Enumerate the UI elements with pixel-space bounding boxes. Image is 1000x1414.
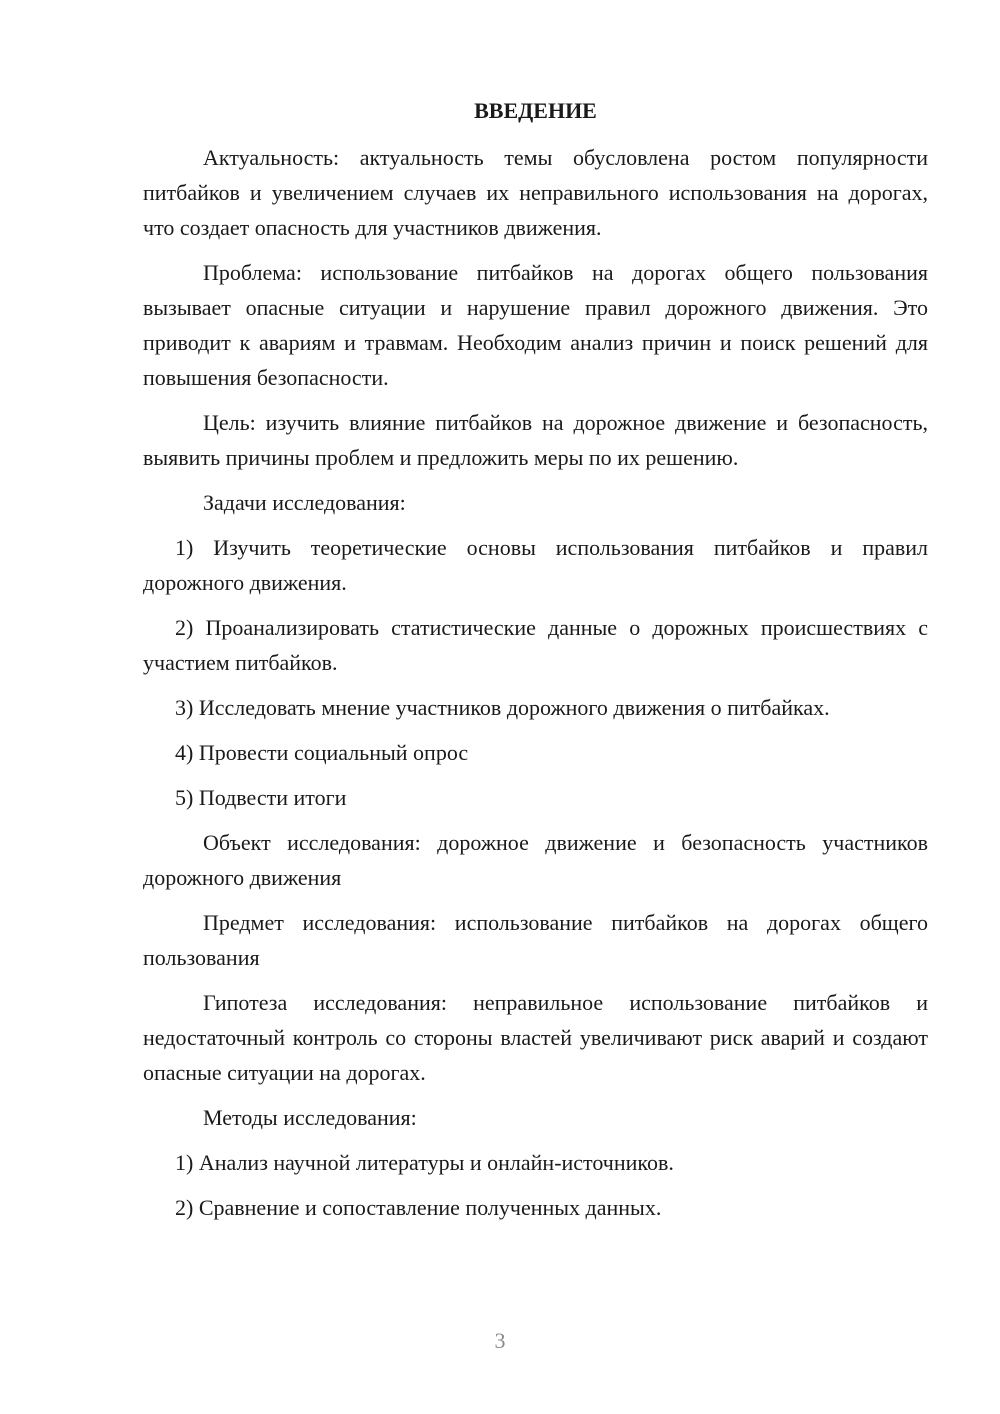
page-number: 3	[494, 1328, 506, 1353]
relevance-paragraph: Актуальность: актуальность темы обусловлена ростом популярности питбайков и увеличением случаев их неправильного использования на дорогах, что создает опасность для участников движения.	[143, 145, 928, 240]
task-item: 3) Исследовать мнение участников дорожного движения о питбайках.	[175, 695, 830, 720]
task-item: 5) Подвести итоги	[175, 785, 347, 810]
section-title: ВВЕДЕНИЕ	[474, 98, 597, 123]
task-item: 4) Провести социальный опрос	[175, 740, 469, 765]
tasks-heading: Задачи исследования:	[203, 490, 406, 515]
problem-paragraph: Проблема: использование питбайков на дорогах общего пользования вызывает опасные ситуации и нарушение правил дорожного движения. Это приводит к авариям и травмам. Необходим анализ причин и поиск решений для повышения безопасности.	[143, 260, 928, 390]
task-item: 1) Изучить теоретические основы использования питбайков и правил дорожного движения.	[143, 535, 928, 595]
object-paragraph: Объект исследования: дорожное движение и безопасность участников дорожного движения	[143, 830, 928, 890]
method-item: 1) Анализ научной литературы и онлайн-источников.	[175, 1150, 674, 1175]
goal-paragraph: Цель: изучить влияние питбайков на дорожное движение и безопасность, выявить причины проблем и предложить меры по их решению.	[143, 410, 928, 470]
hypothesis-paragraph: Гипотеза исследования: неправильное использование питбайков и недостаточный контроль со стороны властей увеличивают риск аварий и создают опасные ситуации на дорогах.	[143, 990, 928, 1085]
task-item: 2) Проанализировать статистические данные о дорожных происшествиях с участием питбайков.	[143, 615, 928, 675]
subject-paragraph: Предмет исследования: использование питбайков на дорогах общего пользования	[143, 910, 928, 970]
method-item: 2) Сравнение и сопоставление полученных данных.	[175, 1195, 662, 1220]
methods-heading: Методы исследования:	[203, 1105, 417, 1130]
page-content	[143, 93, 928, 1235]
